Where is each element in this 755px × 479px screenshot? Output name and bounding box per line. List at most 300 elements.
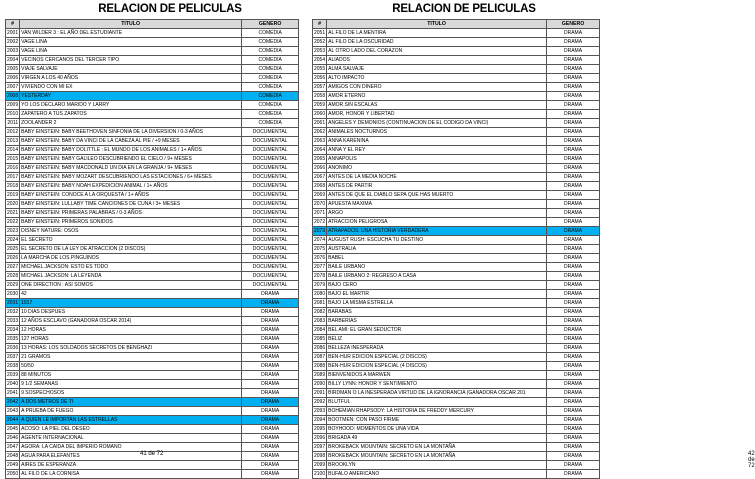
table-row	[6, 371, 299, 380]
table-row	[6, 56, 299, 65]
movie-title: BAJO CERO	[327, 281, 547, 290]
movie-title: BIENVENIDOS A MARWEN	[327, 371, 547, 380]
movie-genre: DRAMA	[547, 443, 600, 452]
row-number: 2062	[314, 129, 326, 135]
table-row	[313, 128, 600, 137]
row-number: 2023	[7, 228, 19, 234]
table-row	[6, 317, 299, 326]
table-row	[6, 137, 299, 146]
movie-title: BARBERIAS	[327, 317, 547, 326]
table-row	[6, 272, 299, 281]
movie-genre: DRAMA	[547, 164, 600, 173]
movie-genre: DRAMA	[547, 128, 600, 137]
row-number: 2060	[314, 111, 326, 117]
movie-title: 9 1/2 SEMANAS	[20, 380, 242, 389]
row-number: 2066	[314, 165, 326, 171]
table-row	[313, 344, 600, 353]
row-number: 2028	[7, 273, 19, 279]
movie-title: 127 HORAS	[20, 335, 242, 344]
movie-title: AL FILO DE LA OSCURIDAD	[327, 38, 547, 47]
movie-genre: DRAMA	[547, 245, 600, 254]
table-row	[313, 425, 600, 434]
movie-genre: DOCUMENTAL	[242, 209, 299, 218]
column-header-number: #	[6, 20, 20, 29]
movie-genre: DRAMA	[547, 371, 600, 380]
table-row	[6, 227, 299, 236]
table-row	[6, 407, 299, 416]
row-number: 2036	[7, 345, 19, 351]
movie-genre: DRAMA	[547, 236, 600, 245]
movie-genre: DRAMA	[547, 254, 600, 263]
row-number: 2052	[314, 39, 326, 45]
table-row	[6, 362, 299, 371]
movie-genre: DRAMA	[242, 407, 299, 416]
table-row	[313, 146, 600, 155]
table-row	[6, 245, 299, 254]
movie-title: VAGE LINA	[20, 47, 242, 56]
table-row	[313, 209, 600, 218]
movie-title: 13 HORAS: LOS SOLDADOS SECRETOS DE BENGHAZI	[20, 344, 242, 353]
row-number: 2098	[314, 453, 326, 459]
row-number: 2008	[7, 93, 19, 99]
movie-title: VIRGEN A LOS 40 AÑOS	[20, 74, 242, 83]
movie-genre: COMEDIA	[242, 29, 299, 38]
movie-genre: DRAMA	[242, 362, 299, 371]
table-row	[6, 254, 299, 263]
row-number: 2082	[314, 309, 326, 315]
table-row	[6, 470, 299, 479]
table-row	[313, 227, 600, 236]
table-row	[6, 308, 299, 317]
table-row	[313, 101, 600, 110]
movie-genre: DRAMA	[547, 218, 600, 227]
movie-genre: DOCUMENTAL	[242, 182, 299, 191]
table-row	[313, 461, 600, 470]
row-number: 2013	[7, 138, 19, 144]
movie-table	[5, 19, 299, 479]
row-number: 2027	[7, 264, 19, 270]
movie-title: BUFALO AMERICANO	[327, 470, 547, 479]
table-row	[313, 371, 600, 380]
table-row	[313, 218, 600, 227]
movie-genre: DRAMA	[547, 299, 600, 308]
movie-genre: DRAMA	[547, 335, 600, 344]
movie-genre: DRAMA	[547, 173, 600, 182]
movie-title: 88 MINUTOS	[20, 371, 242, 380]
movie-genre: DOCUMENTAL	[242, 245, 299, 254]
table-row	[6, 218, 299, 227]
table-row	[313, 443, 600, 452]
row-number: 2063	[314, 138, 326, 144]
movie-title: BARABAS	[327, 308, 547, 317]
row-number: 2090	[314, 381, 326, 387]
movie-genre: DRAMA	[547, 182, 600, 191]
row-number: 2029	[7, 282, 19, 288]
movie-genre: DRAMA	[547, 74, 600, 83]
movie-title: A PRUEBA DE FUEGO	[20, 407, 242, 416]
row-number: 2039	[7, 372, 19, 378]
movie-title: AGUA PARA ELEFANTES	[20, 452, 242, 461]
movie-title: BABY EINSTEIN: BABY MOZART DESCUBRIENDO LAS ESTACIONES / 6+ MESES	[20, 173, 242, 182]
movie-title: VIVIENDO CON MI EX	[20, 83, 242, 92]
row-number: 2054	[314, 57, 326, 63]
row-number: 2026	[7, 255, 19, 261]
row-number: 2095	[314, 426, 326, 432]
table-row	[6, 146, 299, 155]
movie-title: ANTES DE LA MEDIA NOCHE	[327, 173, 547, 182]
row-number: 2037	[7, 354, 19, 360]
movie-genre: DRAMA	[242, 326, 299, 335]
row-number: 2083	[314, 318, 326, 324]
movie-title: A DOS METROS DE TI	[20, 398, 242, 407]
movie-genre: DOCUMENTAL	[242, 164, 299, 173]
movie-title: YESTERDAY	[20, 92, 242, 101]
table-row	[313, 353, 600, 362]
movie-genre: DRAMA	[547, 452, 600, 461]
table-row	[6, 200, 299, 209]
movie-genre: DRAMA	[547, 29, 600, 38]
row-number: 2031	[7, 300, 19, 306]
table-row	[6, 38, 299, 47]
movie-genre: COMEDIA	[242, 38, 299, 47]
movie-genre: DOCUMENTAL	[242, 272, 299, 281]
table-row	[313, 191, 600, 200]
column-header-title: TITULO	[20, 20, 242, 29]
movie-genre: DOCUMENTAL	[242, 173, 299, 182]
table-row	[313, 56, 600, 65]
movie-title: BOYHOOD: MOMENTOS DE UNA VIDA	[327, 425, 547, 434]
movie-title: VECINOS CERCANOS DEL TERCER TIPO	[20, 56, 242, 65]
row-number: 2085	[314, 336, 326, 342]
movie-title: BABY EINSTEIN: BABY BEETHOVEN SINFONIA DE LA DIVERSION / 0-3 AÑOS	[20, 128, 242, 137]
table-row	[313, 380, 600, 389]
table-row	[6, 47, 299, 56]
movie-title: BABY EINSTEIN: BABY NOAH EXPEDICION ANIMAL / 1+ AÑOS	[20, 182, 242, 191]
table-row	[6, 263, 299, 272]
movie-title: ANNAPOLIS	[327, 155, 547, 164]
row-number: 2033	[7, 318, 19, 324]
row-number: 2006	[7, 75, 19, 81]
movie-genre: DOCUMENTAL	[242, 191, 299, 200]
row-number: 2050	[7, 471, 19, 477]
movie-title: ANIMALES NOCTURNOS	[327, 128, 547, 137]
row-number: 2088	[314, 363, 326, 369]
row-number: 2016	[7, 165, 19, 171]
movie-title: EL SECRETO	[20, 236, 242, 245]
row-number: 2067	[314, 174, 326, 180]
row-number: 2081	[314, 300, 326, 306]
movie-genre: DRAMA	[547, 308, 600, 317]
table-row	[6, 335, 299, 344]
movie-genre: DRAMA	[547, 137, 600, 146]
movie-genre: DRAMA	[547, 65, 600, 74]
table-row	[313, 182, 600, 191]
row-number: 2019	[7, 192, 19, 198]
movie-genre: DRAMA	[242, 470, 299, 479]
movie-title: ZOOLANDER 2	[20, 119, 242, 128]
row-number: 2001	[7, 30, 19, 36]
movie-title: BABY EINSTEIN: LULLABY TIME CANCIONES DE CUNA / 3+ MESES	[20, 200, 242, 209]
movie-genre: DOCUMENTAL	[242, 254, 299, 263]
table-row	[313, 317, 600, 326]
movie-genre: DOCUMENTAL	[242, 218, 299, 227]
movie-title: YO LOS DECLARO MARIDO Y LARRY	[20, 101, 242, 110]
movie-title: BLUTFUL	[327, 398, 547, 407]
table-row	[313, 308, 600, 317]
movie-genre: DRAMA	[242, 443, 299, 452]
row-number: 2064	[314, 147, 326, 153]
row-number: 2086	[314, 345, 326, 351]
table-row	[6, 101, 299, 110]
table-row	[6, 65, 299, 74]
row-number: 2030	[7, 291, 19, 297]
movie-genre: DRAMA	[547, 380, 600, 389]
table-row	[6, 110, 299, 119]
movie-genre: DOCUMENTAL	[242, 227, 299, 236]
table-row	[313, 452, 600, 461]
page-title: RELACION DE PELICULAS	[98, 3, 242, 15]
movie-title: BELIZ	[327, 335, 547, 344]
movie-title: ATRAPADOS: UNA HISTORIA VERDADERA	[327, 227, 547, 236]
movie-title: BILLY LYNN: HONOR Y SENTIMIENTO	[327, 380, 547, 389]
movie-genre: DOCUMENTAL	[242, 236, 299, 245]
row-number: 2069	[314, 192, 326, 198]
row-number: 2002	[7, 39, 19, 45]
movie-genre: DRAMA	[242, 380, 299, 389]
movie-title: A QUIEN LE IMPORTAN LAS ESTRELLAS	[20, 416, 242, 425]
movie-genre: DRAMA	[242, 461, 299, 470]
movie-genre: DRAMA	[242, 308, 299, 317]
movie-genre: DRAMA	[547, 47, 600, 56]
movie-title: BAJO EL MARTIR	[327, 290, 547, 299]
row-number: 2096	[314, 435, 326, 441]
movie-genre: COMEDIA	[242, 110, 299, 119]
movie-title: BABY EINSTEIN: BABY DA VINCI DE LA CABEZA AL PIE / +9 MESES	[20, 137, 242, 146]
row-number: 2073	[314, 228, 326, 234]
table-row	[313, 407, 600, 416]
table-row	[313, 65, 600, 74]
row-number: 2045	[7, 426, 19, 432]
row-number: 2058	[314, 93, 326, 99]
movie-title: VAN WILDER 3 : EL AÑO DEL ESTUDIANTE	[20, 29, 242, 38]
row-number: 2070	[314, 201, 326, 207]
row-number: 2076	[314, 255, 326, 261]
movie-genre: DRAMA	[547, 101, 600, 110]
movie-title: MICHAEL JACKSON: LA LEYENDA	[20, 272, 242, 281]
row-number: 2012	[7, 129, 19, 135]
row-number: 2032	[7, 309, 19, 315]
table-row	[313, 470, 600, 479]
row-number: 2020	[7, 201, 19, 207]
table-row	[6, 416, 299, 425]
movie-genre: DRAMA	[547, 389, 600, 398]
column-header-genre: GENERO	[547, 20, 600, 29]
row-number: 2040	[7, 381, 19, 387]
movie-genre: COMEDIA	[242, 74, 299, 83]
table-row	[313, 47, 600, 56]
table-row	[6, 74, 299, 83]
page-number: 41 de 72	[140, 451, 164, 457]
row-number: 2077	[314, 264, 326, 270]
movie-genre: DRAMA	[547, 83, 600, 92]
movie-title: MICHAEL JACKSON: ESTO ES TODO	[20, 263, 242, 272]
movie-title: AIRES DE ESPERANZA	[20, 461, 242, 470]
table-row	[313, 164, 600, 173]
movie-genre: COMEDIA	[242, 47, 299, 56]
movie-genre: COMEDIA	[242, 119, 299, 128]
table-row	[313, 434, 600, 443]
movie-title: 50/50	[20, 362, 242, 371]
movie-genre: DOCUMENTAL	[242, 137, 299, 146]
row-number: 2017	[7, 174, 19, 180]
movie-title: BAILE URBANO 2: REGRESO A CASA	[327, 272, 547, 281]
row-number: 2018	[7, 183, 19, 189]
row-number: 2099	[314, 462, 326, 468]
movie-genre: DRAMA	[547, 263, 600, 272]
table-row	[313, 335, 600, 344]
row-number: 2041	[7, 390, 19, 396]
movie-genre: DOCUMENTAL	[242, 155, 299, 164]
row-number: 2047	[7, 444, 19, 450]
row-number: 2042	[7, 399, 19, 405]
movie-genre: DRAMA	[547, 353, 600, 362]
movie-title: BABY EINSTEIN: BABY MACDONALD UN DIA EN LA GRANJA / 9+ MESES	[20, 164, 242, 173]
movie-genre: DOCUMENTAL	[242, 200, 299, 209]
table-row	[313, 389, 600, 398]
row-number: 2048	[7, 453, 19, 459]
row-number: 2046	[7, 435, 19, 441]
table-row	[6, 83, 299, 92]
row-number: 2093	[314, 408, 326, 414]
table-row	[313, 299, 600, 308]
movie-genre: DOCUMENTAL	[242, 281, 299, 290]
movie-genre: DRAMA	[547, 191, 600, 200]
movie-title: BROOKLYN	[327, 461, 547, 470]
table-row	[313, 398, 600, 407]
movie-genre: DRAMA	[547, 326, 600, 335]
movie-title: DISNEY NATURE: OSOS	[20, 227, 242, 236]
table-row	[6, 326, 299, 335]
movie-genre: DRAMA	[547, 56, 600, 65]
movie-title: EL SECRETO DE LA LEY DE ATRACCION (2 DISCOS)	[20, 245, 242, 254]
movie-genre: DRAMA	[547, 425, 600, 434]
table-row	[6, 425, 299, 434]
movie-genre: DRAMA	[242, 389, 299, 398]
movie-genre: COMEDIA	[242, 56, 299, 65]
movie-genre: DRAMA	[242, 434, 299, 443]
movie-title: 9 SOSPECHOSOS	[20, 389, 242, 398]
movie-title: BOOTMEN: CON PASO FIRME	[327, 416, 547, 425]
movie-genre: DRAMA	[547, 92, 600, 101]
table-row	[313, 173, 600, 182]
row-number: 2053	[314, 48, 326, 54]
row-number: 2094	[314, 417, 326, 423]
movie-genre: DRAMA	[547, 461, 600, 470]
movie-genre: DRAMA	[547, 362, 600, 371]
column-header-number: #	[313, 20, 327, 29]
movie-title: 1917	[20, 299, 242, 308]
movie-genre: DRAMA	[547, 110, 600, 119]
column-header-title: TITULO	[327, 20, 547, 29]
movie-title: BEL AMI: EL GRAN SEDUCTOR	[327, 326, 547, 335]
table-row	[6, 290, 299, 299]
movie-genre: COMEDIA	[242, 92, 299, 101]
movie-title: BROKEBACK MOUNTAIN: SECRETO EN LA MONTAÑA	[327, 452, 547, 461]
movie-title: ANONIMO	[327, 164, 547, 173]
movie-genre: COMEDIA	[242, 101, 299, 110]
movie-title: VIAJE SALVAJE	[20, 65, 242, 74]
row-number: 2035	[7, 336, 19, 342]
movie-genre: DRAMA	[547, 434, 600, 443]
movie-genre: DRAMA	[547, 146, 600, 155]
movie-title: ANTES DE QUE EL DIABLO SEPA QUE HAS MUERTO	[327, 191, 547, 200]
table-row	[6, 380, 299, 389]
table-row	[6, 155, 299, 164]
row-number: 2034	[7, 327, 19, 333]
row-number: 2022	[7, 219, 19, 225]
movie-genre: DRAMA	[547, 155, 600, 164]
table-row	[313, 200, 600, 209]
movie-title: BABY EINSTEIN: PRIMEROS SONIDOS	[20, 218, 242, 227]
table-row	[313, 74, 600, 83]
table-row	[6, 119, 299, 128]
movie-title: APUESTA MAXIMA	[327, 200, 547, 209]
table-row	[313, 416, 600, 425]
movie-title: BABY EINSTEIN: PRIMERAS PALABRAS / 0-3 AÑOS	[20, 209, 242, 218]
movie-genre: DRAMA	[547, 119, 600, 128]
row-number: 2071	[314, 210, 326, 216]
row-number: 2087	[314, 354, 326, 360]
row-number: 2014	[7, 147, 19, 153]
row-number: 2072	[314, 219, 326, 225]
table-row	[6, 344, 299, 353]
table-row	[6, 29, 299, 38]
row-number: 2057	[314, 84, 326, 90]
table-row	[6, 236, 299, 245]
movie-genre: DRAMA	[547, 416, 600, 425]
movie-genre: DRAMA	[242, 335, 299, 344]
row-number: 2015	[7, 156, 19, 162]
row-number: 2051	[314, 30, 326, 36]
row-number: 2100	[314, 471, 326, 477]
movie-title: VAGE LINA	[20, 38, 242, 47]
movie-genre: DRAMA	[242, 299, 299, 308]
movie-title: 10 DIAS DESPUES	[20, 308, 242, 317]
table-row	[6, 182, 299, 191]
movie-title: BAJO LA MISMA ESTRELLA	[327, 299, 547, 308]
row-number: 2065	[314, 156, 326, 162]
table-header-row	[313, 20, 600, 29]
movie-genre: DOCUMENTAL	[242, 128, 299, 137]
page-title: RELACION DE PELICULAS	[392, 3, 536, 15]
movie-title: BABY EINSTEIN: BABY DOLITTLE : EL MUNDO DE LOS ANIMALES / 1+ AÑOS	[20, 146, 242, 155]
movie-genre: DRAMA	[242, 398, 299, 407]
table-row	[313, 326, 600, 335]
movie-genre: DRAMA	[547, 470, 600, 479]
row-number: 2004	[7, 57, 19, 63]
movie-title: ALTO IMPACTO	[327, 74, 547, 83]
table-row	[313, 83, 600, 92]
table-row	[6, 389, 299, 398]
movie-title: ATRACCION PELIGROSA	[327, 218, 547, 227]
table-row	[313, 110, 600, 119]
row-number: 2005	[7, 66, 19, 72]
movie-title: AL OTRO LADO DEL CORAZON	[327, 47, 547, 56]
row-number: 2084	[314, 327, 326, 333]
movie-genre: DRAMA	[242, 290, 299, 299]
table-row	[313, 362, 600, 371]
movie-title: ALIADOS	[327, 56, 547, 65]
